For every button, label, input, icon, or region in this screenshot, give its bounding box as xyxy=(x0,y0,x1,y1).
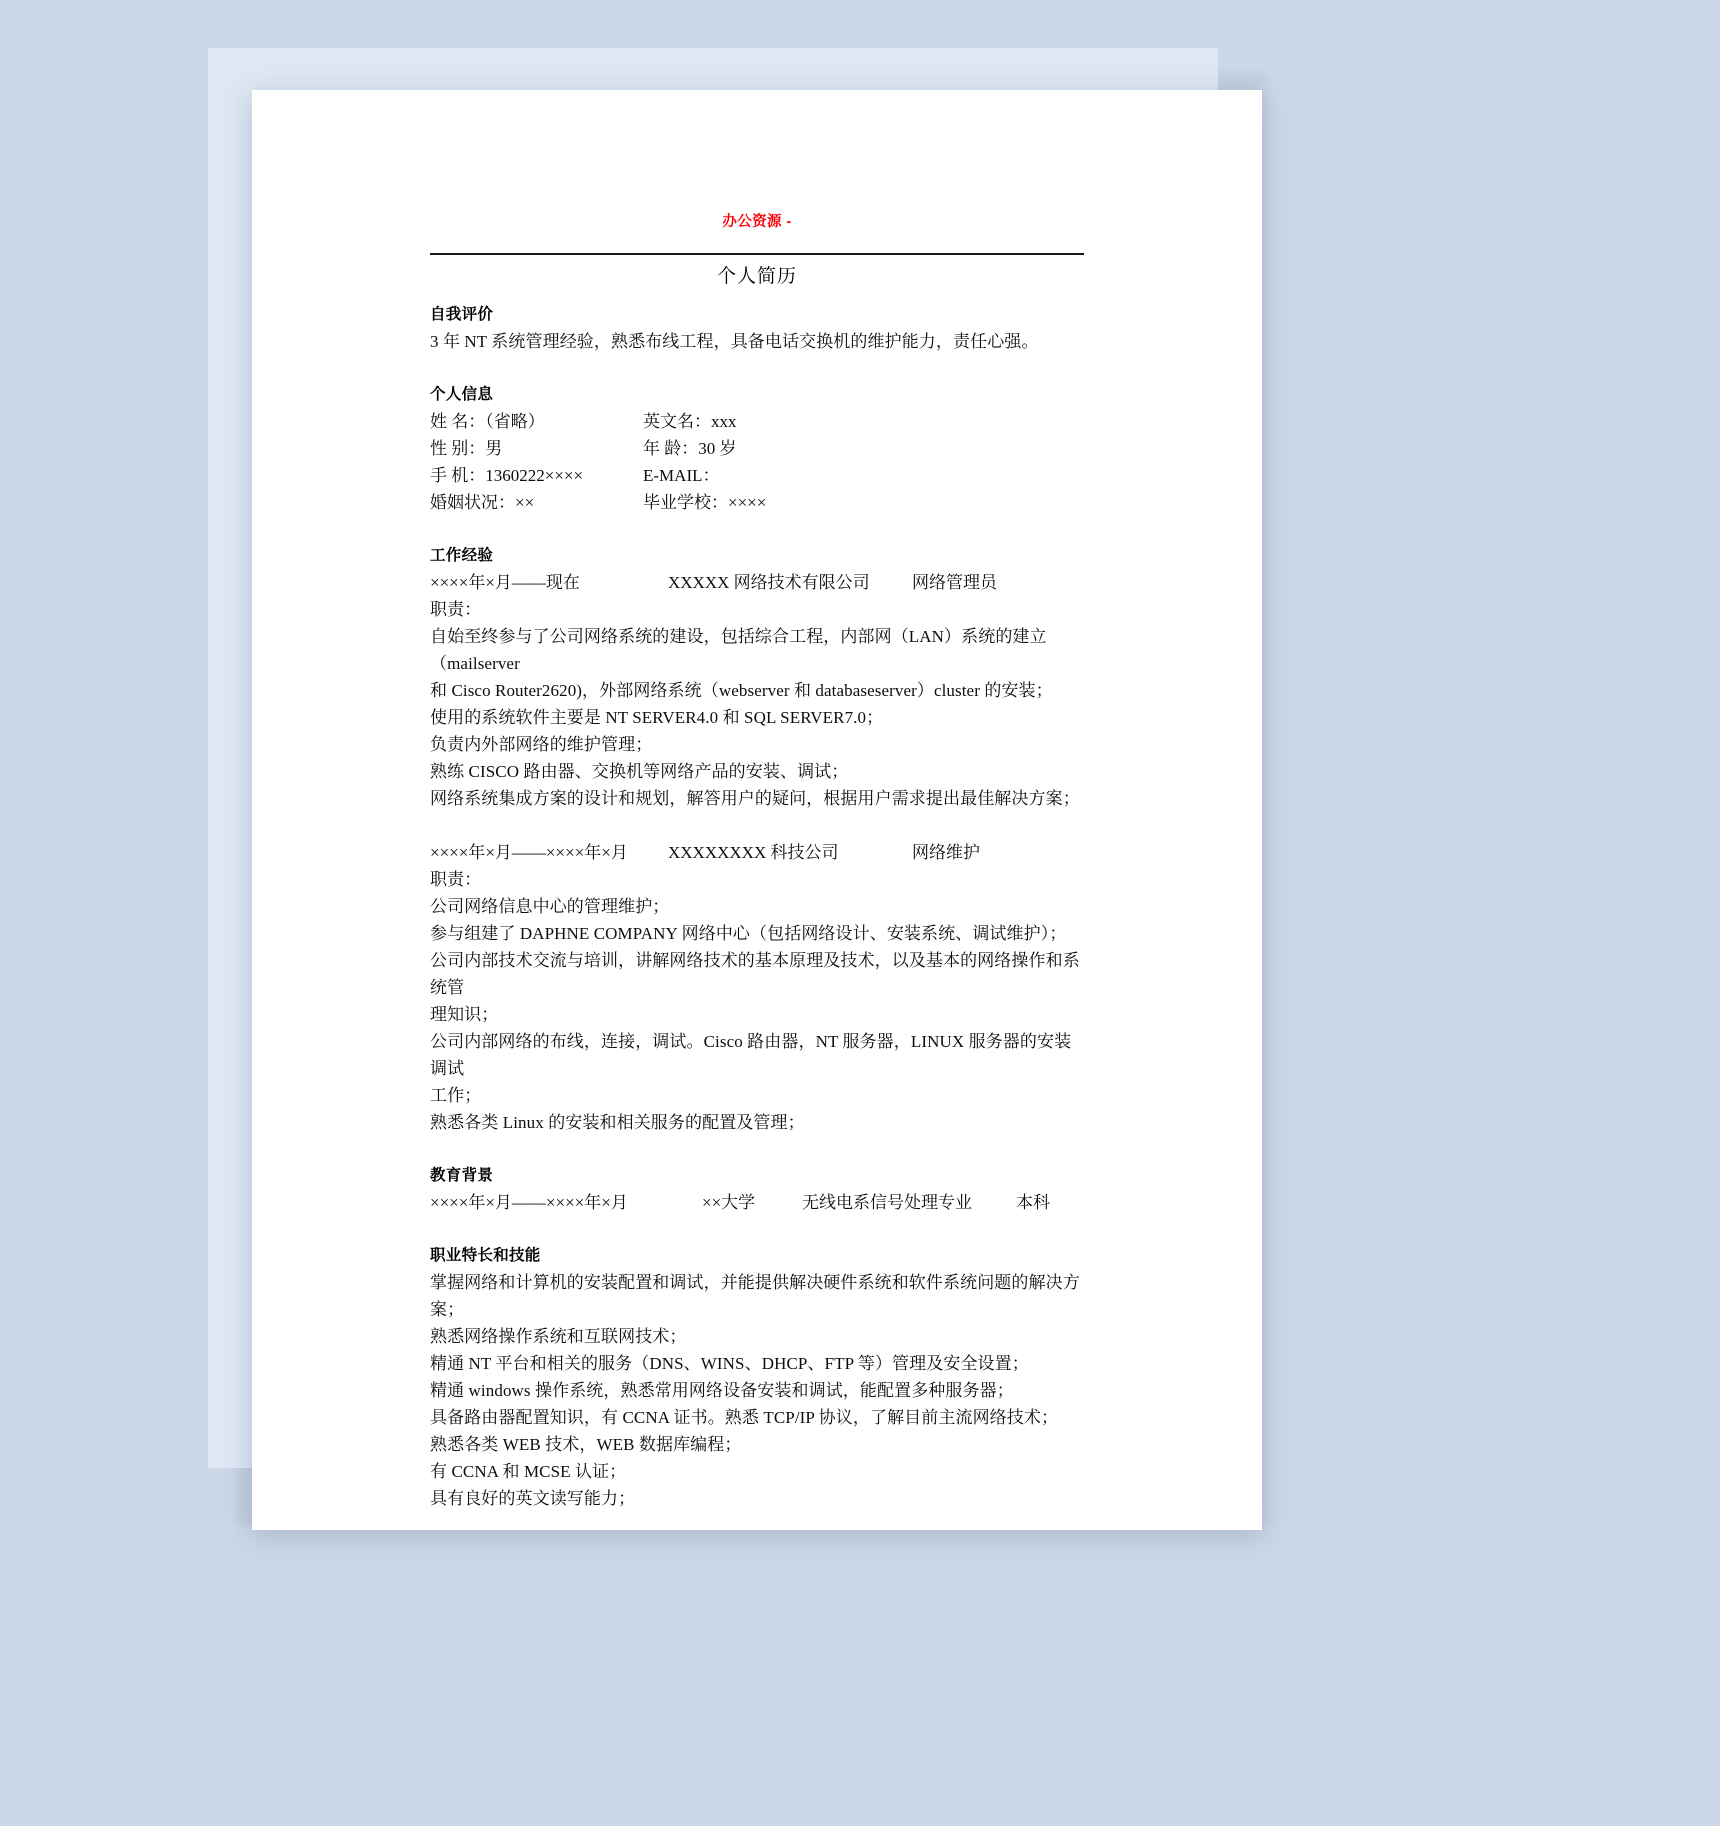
skill-line: 有 CCNA 和 MCSE 认证； xyxy=(430,1462,627,1481)
work-experience-header xyxy=(430,569,1084,596)
personal-info-name: 姓 名：（省略） xyxy=(430,412,545,431)
personal-info-phone: 手 机：1360222×××× xyxy=(430,466,584,485)
skill-line: 具有良好的英文读写能力； xyxy=(430,1489,636,1508)
job-duty-line: 公司网络信息中心的管理维护； xyxy=(430,897,670,916)
job-duty-line: 公司内部网络的布线，连接，调试。Cisco 路由器，NT 服务器，LINUX 服务器的安装调试 xyxy=(430,1032,1072,1078)
education-major: 无线电系信号处理专业 xyxy=(802,1193,972,1212)
job-company: XXXXXXXX 科技公司 xyxy=(668,843,839,862)
education-school: ××大学 xyxy=(702,1193,756,1212)
job-duties-label: 职责： xyxy=(430,600,482,619)
personal-info-school: 毕业学校：×××× xyxy=(643,493,767,512)
spacer xyxy=(430,516,1084,543)
work-experience-header xyxy=(430,839,1084,866)
resume-page xyxy=(252,90,1262,1530)
skill-line: 具备路由器配置知识，有 CCNA 证书。熟悉 TCP/IP 协议，了解目前主流网络技术； xyxy=(430,1408,1059,1427)
personal-info-row xyxy=(430,435,1084,462)
skill-line: 精通 NT 平台和相关的服务（DNS、WINS、DHCP、FTP 等）管理及安全设置； xyxy=(430,1354,1029,1373)
section-heading-self-evaluation: 自我评价 xyxy=(430,306,494,323)
header-divider xyxy=(430,253,1084,255)
education-row xyxy=(430,1189,1084,1216)
skill-line: 精通 windows 操作系统，熟悉常用网络设备安装和调试，能配置多种服务器； xyxy=(430,1381,1014,1400)
job-duty-line: 公司内部技术交流与培训，讲解网络技术的基本原理及技术，以及基本的网络操作和系统管 xyxy=(430,951,1080,997)
spacer xyxy=(430,812,1084,839)
education-dates: ××××年×月——××××年×月 xyxy=(430,1193,628,1212)
spacer xyxy=(430,355,1084,382)
spacer xyxy=(430,1216,1084,1243)
job-duty-line: 网络系统集成方案的设计和规划，解答用户的疑问，根据用户需求提出最佳解决方案； xyxy=(430,789,1080,808)
job-duty-line: 参与组建了 DAPHNE COMPANY 网络中心（包括网络设计、安装系统、调试维护）； xyxy=(430,924,1067,943)
page-title: 个人简历 xyxy=(716,266,797,287)
job-role: 网络管理员 xyxy=(912,573,997,592)
job-duty-line: 负责内外部网络的维护管理； xyxy=(430,735,653,754)
section-heading-personal-info: 个人信息 xyxy=(430,386,494,403)
personal-info-email: E-MAIL： xyxy=(643,466,720,485)
personal-info-row xyxy=(430,408,1084,435)
job-role: 网络维护 xyxy=(912,843,980,862)
job-dates: ××××年×月——现在 xyxy=(430,573,580,592)
job-duty-line: 熟悉各类 Linux 的安装和相关服务的配置及管理； xyxy=(430,1113,805,1132)
job-duty-line: 工作； xyxy=(430,1086,482,1105)
job-duty-line: 熟练 CISCO 路由器、交换机等网络产品的安装、调试； xyxy=(430,762,849,781)
self-evaluation-text: 3 年 NT 系统管理经验，熟悉布线工程，具备电话交换机的维护能力，责任心强。 xyxy=(430,332,1039,351)
personal-info-age: 年 龄：30 岁 xyxy=(643,439,737,458)
section-heading-skills: 职业特长和技能 xyxy=(430,1247,541,1264)
job-duties-label: 职责： xyxy=(430,870,482,889)
watermark-label: 办公资源 - xyxy=(722,214,792,230)
section-heading-work-experience: 工作经验 xyxy=(430,547,494,564)
job-duty-line: 自始至终参与了公司网络系统的建设，包括综合工程，内部网（LAN）系统的建立（mailserver xyxy=(430,627,1047,673)
job-duty-line: 使用的系统软件主要是 NT SERVER4.0 和 SQL SERVER7.0； xyxy=(430,708,884,727)
spacer xyxy=(430,1136,1084,1163)
personal-info-row xyxy=(430,462,1084,489)
personal-info-gender: 性 别：男 xyxy=(430,439,503,458)
skill-line: 掌握网络和计算机的安装配置和调试，并能提供解决硬件系统和软件系统问题的解决方案； xyxy=(430,1273,1080,1319)
job-duty-line: 和 Cisco Router2620)，外部网络系统（webserver 和 databaseserver）cluster 的安装； xyxy=(430,681,1053,700)
job-duty-line: 理知识； xyxy=(430,1005,499,1024)
page-content xyxy=(430,210,1084,1512)
skill-line: 熟悉各类 WEB 技术，WEB 数据库编程； xyxy=(430,1435,742,1454)
education-degree: 本科 xyxy=(1016,1193,1050,1212)
personal-info-english-name: 英文名：xxx xyxy=(643,412,737,431)
section-heading-education: 教育背景 xyxy=(430,1167,494,1184)
skill-line: 熟悉网络操作系统和互联网技术； xyxy=(430,1327,687,1346)
job-company: XXXXX 网络技术有限公司 xyxy=(668,573,870,592)
job-dates: ××××年×月——××××年×月 xyxy=(430,843,628,862)
personal-info-marital-status: 婚姻状况：×× xyxy=(430,493,535,512)
personal-info-row xyxy=(430,489,1084,516)
